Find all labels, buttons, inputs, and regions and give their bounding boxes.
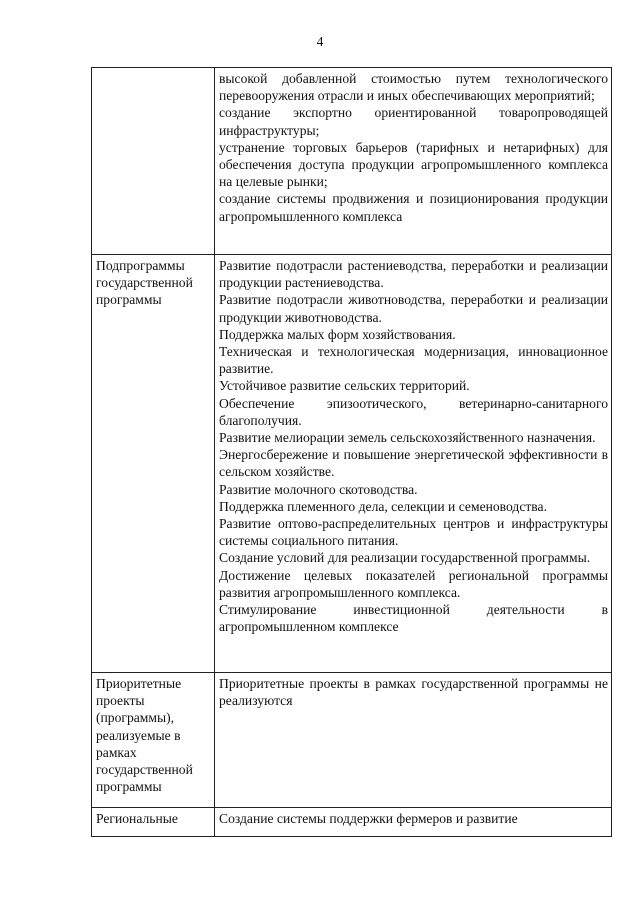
- row-label-line: программы: [96, 779, 162, 795]
- content-paragraph: Развитие мелиорации земель сельскохозяйственного назначения.: [219, 430, 596, 446]
- content-paragraph: Устойчивое развитие сельских территорий.: [219, 378, 470, 394]
- row-label-cell: [92, 808, 215, 837]
- row-label-line: Приоритетные: [96, 676, 182, 691]
- row-content-cell: [215, 673, 612, 808]
- row-label-line: программы: [96, 292, 162, 308]
- content-paragraph: Развитие подотрасли растениеводства, переработки и реализации продукции растениеводства.: [219, 258, 608, 291]
- row-label-cell: [92, 673, 215, 808]
- row-label-line: Подпрограммы: [96, 258, 185, 273]
- row-label-line: рамках: [96, 744, 137, 760]
- content-paragraph: Создание условий для реализации государственной программы.: [219, 550, 591, 566]
- content-paragraph: Стимулирование инвестиционной деятельности в агропромышленном комплексе: [219, 602, 608, 635]
- row-label-line: государственной: [96, 275, 193, 291]
- content-paragraph: создание экспортно ориентированной товаропроводящей инфраструктуры;: [219, 105, 608, 138]
- content-paragraph: Поддержка малых форм хозяйствования.: [219, 326, 456, 342]
- row-label-line: государственной: [96, 762, 193, 778]
- content-paragraph: Энергосбережение и повышение энергетической эффективности в сельском хозяйстве.: [219, 447, 608, 480]
- row-label-cell: [92, 68, 215, 255]
- row-content-cell: [215, 808, 612, 837]
- row-label-line: реализуемые в: [96, 727, 181, 743]
- content-paragraph: Создание системы поддержки фермеров и развитие: [219, 811, 518, 826]
- content-paragraph: Достижение целевых показателей региональной программы развития агропромышленного комплекса.: [219, 567, 608, 600]
- table-row: [92, 255, 612, 673]
- content-paragraph: Техническая и технологическая модернизация, инновационное развитие.: [219, 344, 608, 377]
- page-number: 4: [316, 34, 324, 49]
- content-paragraph: Приоритетные проекты в рамках государственной программы не реализуются: [219, 676, 608, 709]
- content-paragraph: Развитие подотрасли животноводства, переработки и реализации продукции животноводства.: [219, 292, 608, 325]
- table-row: [92, 673, 612, 808]
- row-content-cell: [215, 68, 612, 255]
- content-paragraph: создание системы продвижения и позиционирования продукции агропромышленного комплекса: [219, 191, 608, 224]
- row-label-line: (программы),: [96, 710, 175, 726]
- content-paragraph: Обеспечение эпизоотического, ветеринарно-санитарного благополучия.: [219, 395, 608, 428]
- content-paragraph: высокой добавленной стоимостью путем технологического перевооружения отрасли и иных обеспечивающих мероприятий;: [219, 71, 608, 104]
- content-paragraph: Развитие оптово-распределительных центров и инфраструктуры системы социального питания.: [219, 516, 608, 549]
- table-row: [92, 808, 612, 837]
- content-paragraph: Развитие молочного скотоводства.: [219, 481, 418, 497]
- content-paragraph: устранение торговых барьеров (тарифных и нетарифных) для обеспечения доступа продукции агропромышленного комплекса на целевые рынки;: [219, 139, 608, 190]
- row-content-cell: [215, 255, 612, 673]
- row-label-cell: [92, 255, 215, 673]
- row-label-line: проекты: [96, 693, 145, 709]
- program-passport-table: [91, 67, 612, 837]
- table-row: [92, 68, 612, 255]
- row-label-line: Региональные: [96, 811, 178, 826]
- content-paragraph: Поддержка племенного дела, селекции и семеноводства.: [219, 498, 547, 514]
